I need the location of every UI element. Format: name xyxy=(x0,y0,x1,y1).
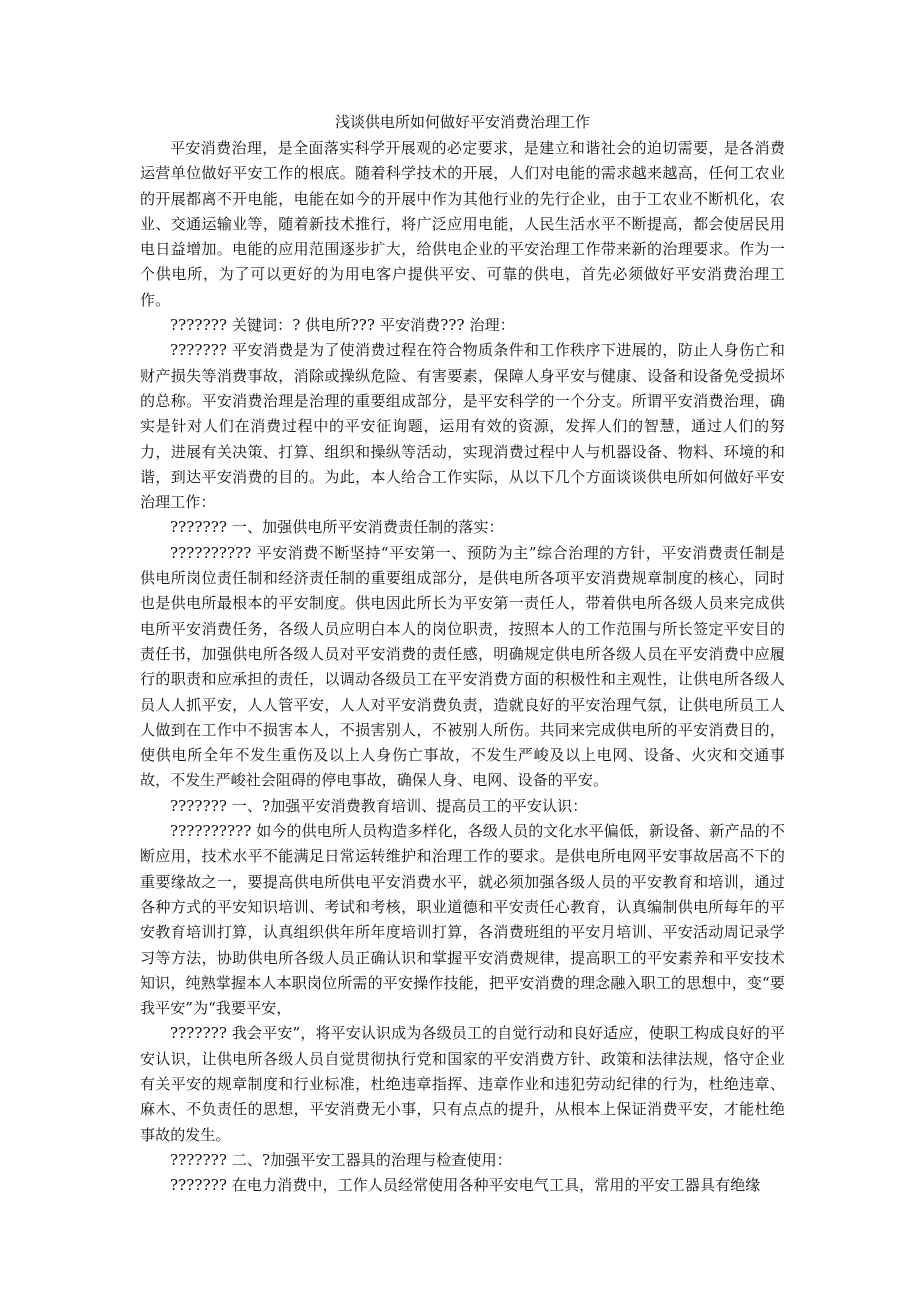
paragraph-responsibility: ?????????? 平安消费不断坚持“平安第一、预防为主”综合治理的方针，平安消费责任制是供电所岗位责任制和经济责任制的重要组成部分，是供电所各项平安消费规章制度的核心，同时也是供电所最根本的平安制度。供电因此所长为平安第一责任人，带着供电所各级人员来完成供电所平安消费任务，各级人员应明白本人的岗位职责，按照本人的工作范围与所长签定平安目的责任书，加强供电所各级人员对平安消费的责任感，明确规定供电所各级人员在平安消费中应履行的职责和应承担的责任，以调动各级员工在平安消费方面的积极性和主观性，让供电所各级人员人人抓平安，人人管平安，人人对平安消费负责，造就良好的平安治理气氛，让供电所员工人人做到在工作中不损害本人，不损害别人，不被别人所伤。共同来完成供电所的平安消费目的，使供电所全年不发生重伤及以上人身伤亡事故，不发生严峻及以上电网、设备、火灾和交通事故，不发生严峻社会阻碍的停电事故，确保人身、电网、设备的平安。 xyxy=(140,543,785,790)
section-heading-training: ??????? 一、?加强平安消费教育培训、提高员工的平安认识： xyxy=(170,796,588,815)
paragraph-definition: ??????? 平安消费是为了使消费过程在符合物质条件和工作秩序下进展的，防止人身伤亡和财产损失等消费事故，消除或操纵危险、有害要素，保障人身平安与健康、设备和设备免受损坏的总称。平安消费治理是治理的重要组成部分，是平安科学的一个分支。所谓平安消费治理，确实是针对人们在消费过程中的平安征询题，运用有效的资源，发挥人们的智慧，通过人们的努力，进展有关决策、打算、组织和操纵等活动，实现消费过程中人与机器设备、物料、环境的和谐，到达平安消费的目的。为此，本人给合工作实际，从以下几个方面谈谈供电所如何做好平安治理工作： xyxy=(140,341,785,512)
section-heading-responsibility: ??????? 一、加强供电所平安消费责任制的落实： xyxy=(170,518,504,537)
paragraph-training-continued: ??????? 我会平安”，将平安认识成为各级员工的自觉行动和良好适应，使职工构成良好的平安认识，让供电所各级人员自觉贯彻执行党和国家的平安消费方针、政策和法律法规，恪守企业有关平安的规章制度和行业标准，杜绝违章指挥、违章作业和违犯劳动纪律的行为，杜绝违章、麻木、不负责任的思想，平安消费无小事，只有点点的提升，从根本上保证消费平安，才能杜绝事故的发生。 xyxy=(140,1024,785,1144)
paragraph-keywords: ??????? 关键词：? 供电所??? 平安消费??? 治理： xyxy=(170,316,515,335)
paragraph-tools: ??????? 在电力消费中，工作人员经常使用各种平安电气工具，常用的平安工器具有绝缘 xyxy=(170,1176,761,1195)
document-title: 浅谈供电所如何做好平安消费治理工作 xyxy=(334,113,590,131)
paragraph-intro: 平安消费治理，是全面落实科学开展观的必定要求，是建立和谐社会的迫切需要，是各消费运营单位做好平安工作的根底。随着科学技术的开展，人们对电能的需求越来越高，任何工农业的开展都离不开电能，电能在如今的开展中作为其他行业的先行企业，由于工农业不断机化，农业、交通运输业等，随着新技术推行，将广泛应用电能，人民生活水平不断提高，都会使居民用电日益增加。电能的应用范围逐步扩大，给供电企业的平安治理工作带来新的治理要求。作为一个供电所，为了可以更好的为用电客户提供平安、可靠的供电，首先必须做好平安消费治理工作。 xyxy=(140,139,785,309)
document-page xyxy=(140,110,785,1198)
paragraph-training: ?????????? 如今的供电所人员构造多样化，各级人员的文化水平偏低，新设备、新产品的不断应用，技术水平不能满足日常运转维护和治理工作的要求。是供电所电网平安事故居高不下的重要缘故之一，要提高供电所供电平安消费水平，就必须加强各级人员的平安教育和培训，通过各种方式的平安知识培训、考试和考核，职业道德和平安责任心教育，认真编制供电所每年的平安教育培训打算，认真组织供年所年度培训打算，各消费班组的平安月培训、平安活动周记录学习等方法，协助供电所各级人员正确认识和掌握平安消费规律，提高职工的平安素养和平安技术知识，纯熟掌握本人本职岗位所需的平安操作技能，把平安消费的理念融入职工的思想中，变“要我平安”为“我要平安， xyxy=(140,822,785,1018)
section-heading-tools: ??????? 二、?加强平安工器具的治理与检查使用： xyxy=(170,1150,512,1169)
